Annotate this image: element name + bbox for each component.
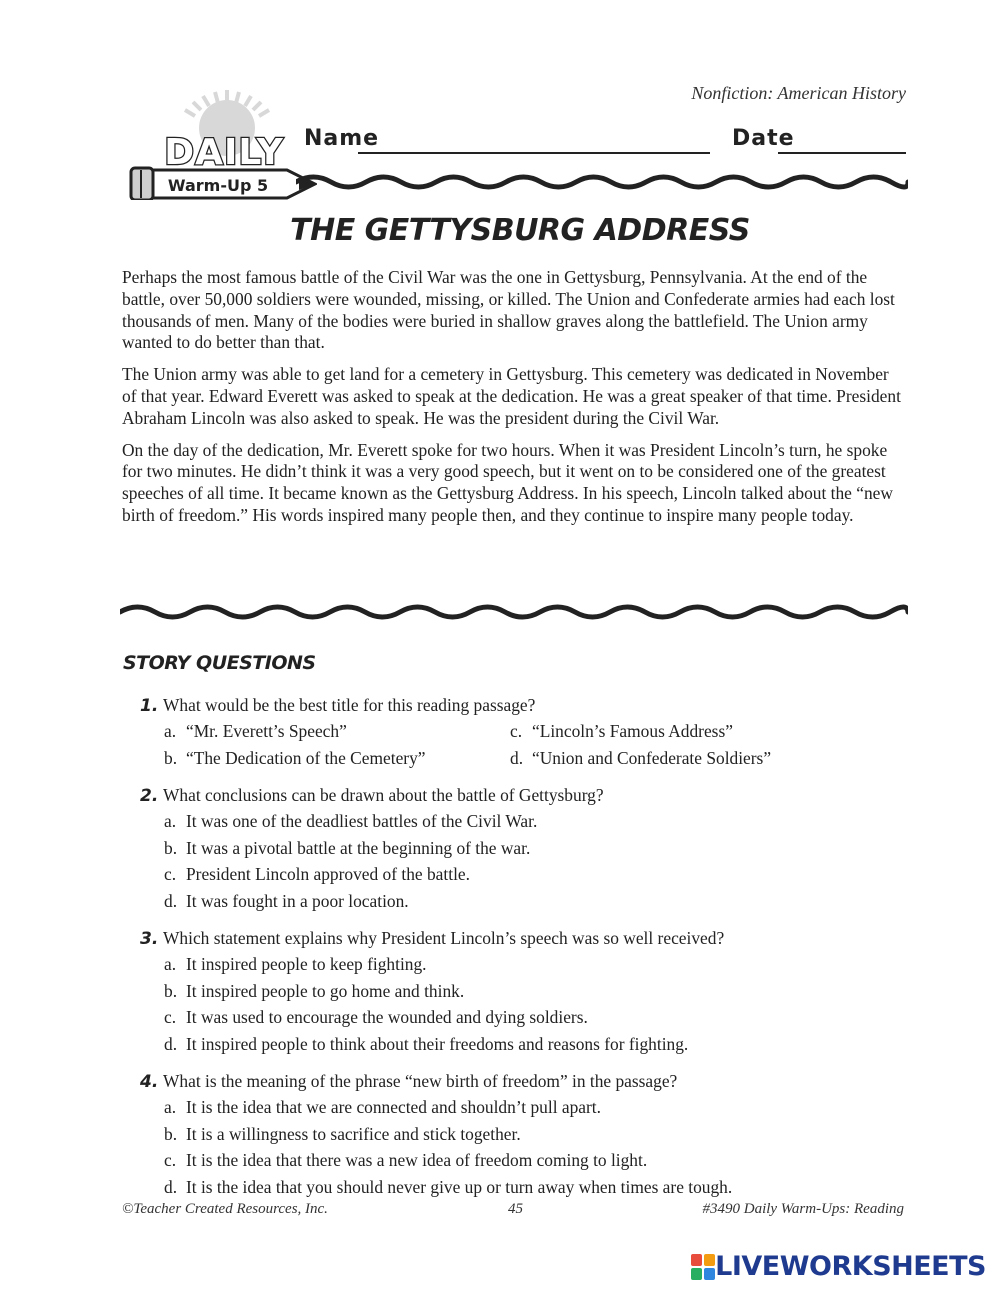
reading-passage <box>122 267 902 537</box>
liveworksheets-logo-icon <box>691 1254 715 1280</box>
option-text: “The Dedication of the Cemetery” <box>186 747 426 768</box>
option-text: “Mr. Everett’s Speech” <box>186 721 347 741</box>
option-text: “Lincoln’s Famous Address” <box>532 721 733 741</box>
option-text: It inspired people to keep fighting. <box>186 954 427 974</box>
answer-option-1d[interactable] <box>486 748 832 775</box>
question-text: What would be the best title for this reading passage? <box>163 695 536 715</box>
question-number: 1. <box>140 696 159 716</box>
question-text: What conclusions can be drawn about the battle of Gettysburg? <box>163 785 604 805</box>
answer-option-4b[interactable] <box>140 1124 920 1151</box>
option-text: It inspired people to go home and think. <box>186 980 465 1001</box>
option-letter: b. <box>164 980 178 1001</box>
liveworksheets-watermark[interactable] <box>691 1251 986 1282</box>
footer-book-title: #3490 Daily Warm-Ups: Reading <box>702 1201 904 1217</box>
question-4 <box>140 1071 920 1203</box>
answer-option-1b[interactable] <box>140 748 486 775</box>
name-field[interactable] <box>358 152 710 154</box>
option-text: “Union and Confederate Soldiers” <box>532 747 772 768</box>
question-number: 2. <box>140 786 159 806</box>
date-field[interactable] <box>778 152 906 154</box>
daily-warmup-logo <box>127 88 317 200</box>
questions-list <box>140 695 920 1214</box>
answer-option-3d[interactable] <box>140 1034 920 1061</box>
option-text: President Lincoln approved of the battle. <box>186 864 470 884</box>
option-letter: d. <box>164 1033 178 1054</box>
warmup-label: Warm-Up 5 <box>167 176 269 195</box>
question-text: What is the meaning of the phrase “new birth of freedom” in the passage? <box>163 1071 678 1091</box>
passage-wave-divider <box>120 600 908 624</box>
option-letter: d. <box>510 747 524 768</box>
story-questions-heading: STORY QUESTIONS <box>123 652 316 674</box>
header-wave-divider <box>296 170 908 194</box>
answer-option-2c[interactable] <box>140 864 920 891</box>
name-label: Name <box>304 126 380 151</box>
page-title: THE GETTYSBURG ADDRESS <box>290 213 750 248</box>
option-letter: c. <box>164 1007 177 1027</box>
option-letter: a. <box>164 721 177 741</box>
option-letter: b. <box>164 747 178 768</box>
date-label: Date <box>732 126 795 151</box>
liveworksheets-wordmark: LIVEWORKSHEETS <box>715 1251 986 1282</box>
answer-option-4a[interactable] <box>140 1097 920 1124</box>
option-text: It is a willingness to sacrifice and stick together. <box>186 1123 521 1144</box>
passage-paragraph-3: On the day of the dedication, Mr. Everett spoke for two hours. When it was President Lincoln’s turn, he spoke for two minutes. He didn’t think it was a very good speech, but it went on to be considered one of the greatest speeches of all time. It became known as the Gettysburg Address. In his speech, Lincoln talked about the “new birth of freedom.” His words inspired many people then, and they continue to inspire many people today. <box>122 439 893 525</box>
footer-page-number: 45 <box>508 1201 523 1217</box>
option-text: It was one of the deadliest battles of the Civil War. <box>186 811 538 831</box>
option-letter: c. <box>510 721 523 741</box>
option-letter: a. <box>164 1097 177 1117</box>
answer-option-2b[interactable] <box>140 838 920 865</box>
option-letter: b. <box>164 837 178 858</box>
option-letter: c. <box>164 864 177 884</box>
answer-option-2a[interactable] <box>140 811 920 838</box>
question-1 <box>140 695 920 774</box>
answer-option-3b[interactable] <box>140 981 920 1008</box>
answer-option-3a[interactable] <box>140 954 920 981</box>
question-2 <box>140 785 920 917</box>
option-text: It is the idea that there was a new idea of freedom coming to light. <box>186 1150 648 1170</box>
answer-option-4c[interactable] <box>140 1150 920 1177</box>
option-letter: a. <box>164 811 177 831</box>
answer-option-4d[interactable] <box>140 1177 920 1204</box>
option-text: It was a pivotal battle at the beginning of the war. <box>186 837 531 858</box>
option-letter: d. <box>164 1176 178 1197</box>
option-text: It was fought in a poor location. <box>186 890 409 911</box>
question-number: 4. <box>140 1072 159 1092</box>
passage-paragraph-2: The Union army was able to get land for a cemetery in Gettysburg. This cemetery was dedicated in November of that year. Edward Everett was asked to speak at the dedication. He was a great speaker of that time. President Abraham Lincoln was also asked to speak. He was the president during the Civil War. <box>122 364 901 428</box>
answer-option-3c[interactable] <box>140 1007 920 1034</box>
logo-word: DAILY <box>164 132 284 173</box>
option-letter: c. <box>164 1150 177 1170</box>
question-3 <box>140 928 920 1060</box>
subject-label: Nonfiction: American History <box>691 83 906 103</box>
option-text: It was used to encourage the wounded and dying soldiers. <box>186 1007 588 1027</box>
option-text: It is the idea that you should never give up or turn away when times are tough. <box>186 1176 733 1197</box>
option-letter: d. <box>164 890 178 911</box>
option-text: It inspired people to think about their freedoms and reasons for fighting. <box>186 1033 689 1054</box>
question-number: 3. <box>140 929 159 949</box>
question-text: Which statement explains why President Lincoln’s speech was so well received? <box>163 928 725 948</box>
answer-option-2d[interactable] <box>140 891 920 918</box>
option-letter: a. <box>164 954 177 974</box>
option-text: It is the idea that we are connected and shouldn’t pull apart. <box>186 1097 601 1117</box>
answer-option-1c[interactable] <box>486 721 832 748</box>
option-letter: b. <box>164 1123 178 1144</box>
answer-option-1a[interactable] <box>140 721 486 748</box>
passage-paragraph-1: Perhaps the most famous battle of the Civil War was the one in Gettysburg, Pennsylvania. At the end of the battle, over 50,000 soldiers were wounded, missing, or killed. The Union and Confederate armies had each lost thousands of men. Many of the bodies were buried in shallow graves along the battlefield. The Union army wanted to do better than that. <box>122 267 895 353</box>
footer-publisher: ©Teacher Created Resources, Inc. <box>122 1201 328 1217</box>
